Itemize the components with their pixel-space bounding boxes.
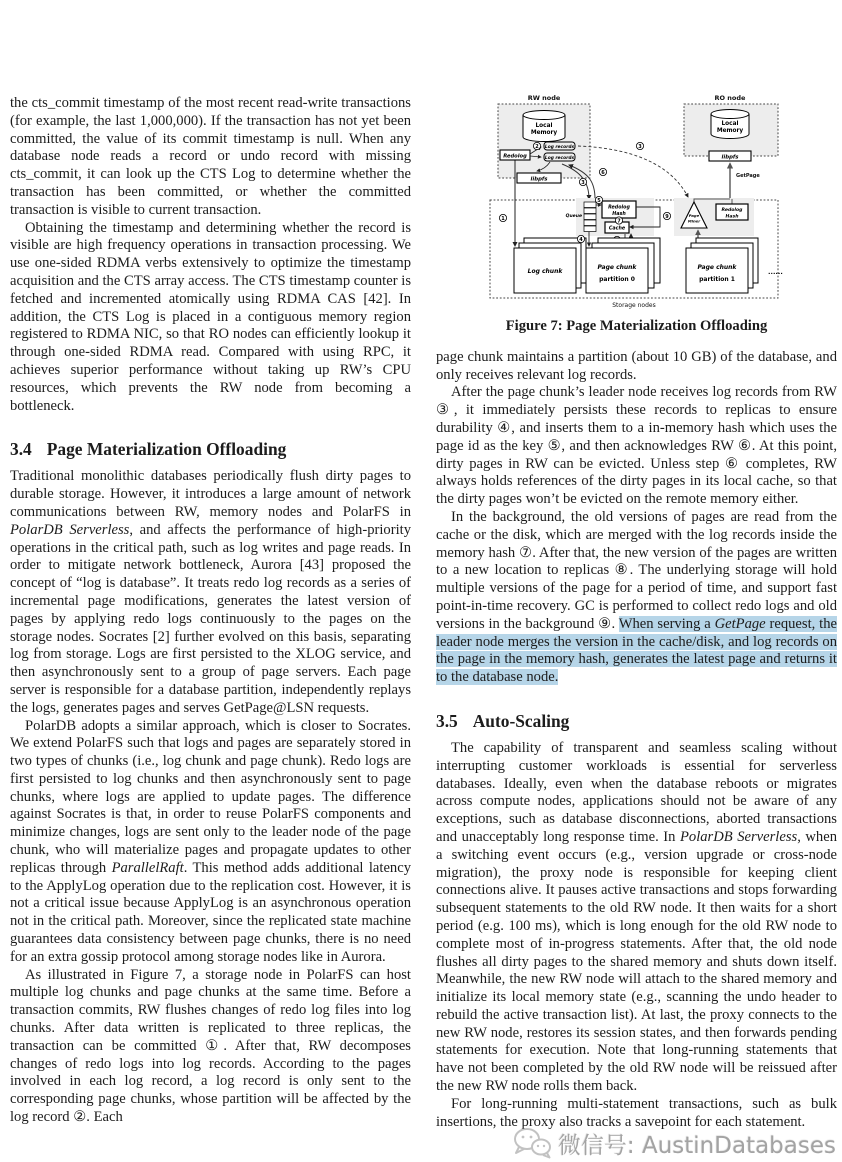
paragraph: the cts_commit timestamp of the most recent read-write transactions (for example, the last 1,000,000). If the transaction has not yet been committed, the value of its commit timestamp is null. When any database node reads a record or undo record with missing cts_commit, it can look up the CTS Log to determine whether the transaction has been committed, or whether the committed transaction is visible to current transaction. xyxy=(10,95,411,218)
ro-local-memory-label: Local xyxy=(721,121,739,127)
svg-text:Memory: Memory xyxy=(716,128,744,134)
paragraph: After the page chunk’s leader node receives log records from RW ③, it immediately persists these records to replicas to ensure durability ④, and inserts them to a in-memory hash which uses the page id as the key ⑤, and then acknowledges RW ⑥. At this point, dirty pages in RW can be evicted. Unless step ⑥ completes, RW always holds references of the dirty pages in its local cache, so that the dirty pages won’t be evicted on the remote memory either. xyxy=(436,384,837,508)
section-heading xyxy=(10,439,411,459)
svg-text:7: 7 xyxy=(617,218,621,225)
page-chunk-partition-0 xyxy=(586,238,660,293)
svg-text:Page chunk: Page chunk xyxy=(697,264,737,271)
storage-nodes-label: Storage nodes xyxy=(612,302,656,309)
step-9-badge xyxy=(663,212,670,220)
page-miner-label: Page xyxy=(688,213,700,218)
svg-text:Miner: Miner xyxy=(687,218,701,224)
section-title: Page Materialization Offloading xyxy=(46,439,287,460)
paragraph: As illustrated in Figure 7, a storage node in PolarFS can host multiple log chunks and page chunks at the same time. Before a transaction commits, RW flushes changes of redo log files into log chunks. After data written is replicated to three replicas, the transaction can be committed ①. After that, RW decomposes changes of redo logs into log records. According to the pages involved in each log record, a log record is only sent to the corresponding page chunks, whose partition will be affected by the log record ②. Each xyxy=(10,966,411,1126)
svg-text:4: 4 xyxy=(579,237,583,243)
step-3-badge xyxy=(579,178,586,186)
paragraph: The capability of transparent and seamless scaling without interrupting customer workloads is essential for serverless databases. Ideally, even when the database reboots or migrates across compute nodes, applications should not be aware of any exceptions, such as database disconnections, aborted transactions and unacceptably long response time. In PolarDB Serverless, when a switching event occurs (e.g., version upgrade or cross-node migration), the proxy node is responsible for keeping client connections alive. It pauses active transactions and stops forwarding subsequent statements to the old RW node. It then waits for a short period (e.g. 100 ms), which is long enough for the old RW node to complete most of in-progress statements. After that, the old node flushes all dirty pages to the shared memory and shuts down itself. Meanwhile, the new RW node will attach to the shared memory and initialize its local memory state (e.g., scanning the undo header to rebuild the active transaction list). At last, the proxy connects to the new RW node, restores its session states, and then forwards pending statements for execution. Note that long-running statements that have not been completed by the old RW node will be reissued after the new RW node rolls them back. xyxy=(436,739,837,1095)
svg-text:partition 1: partition 1 xyxy=(699,276,735,283)
paragraph: Traditional monolithic databases periodically flush dirty pages to durable storage. However, it introduces a large amount of network communications between RW, memory nodes and PolarFS in PolarDB Serverless, and affects the performance of high-priority operations in the critical path, such as log writes and page reads. In order to mitigate network bottleneck, Aurora [43] proposed the concept of “log is database”. It treats redo log records as a series of incremental page modifications, generates the latest version of pages by applying redo logs continuously to the pages on the storage nodes. Socrates [2] further evolved on this basis, separating log from storage. Logs are first persisted to the XLOG service, and then asynchronously sent to a group of page servers. Each page server is responsible for a database partition, independently replays the logs, generates pages and serves GetPage@LSN requests. xyxy=(10,468,411,716)
getpage-label: GetPage xyxy=(736,173,760,179)
wechat-icon xyxy=(513,1126,551,1160)
step-3-badge-dashed xyxy=(636,142,643,150)
redolog-label: Redolog xyxy=(503,153,527,160)
figure-7 xyxy=(436,88,837,336)
svg-text:Hash: Hash xyxy=(725,214,739,220)
watermark-text: 微信号: AustinDatabases xyxy=(557,1132,836,1159)
step-7-badge xyxy=(615,217,622,225)
ro-node-label: RO node xyxy=(714,94,746,102)
svg-text:2: 2 xyxy=(535,144,539,150)
section-title: Auto-Scaling xyxy=(472,710,570,731)
svg-text:Log records: Log records xyxy=(544,156,575,161)
section-number: 3.4 xyxy=(10,439,32,460)
highlighted-text: request, the leader node merges the version in the cache/disk, and log records on the page in the memory hash, generates the latest page and returns it to the database node. xyxy=(436,615,837,686)
log-chunk xyxy=(514,238,586,293)
svg-text:partition 0: partition 0 xyxy=(599,276,635,283)
section-heading xyxy=(436,711,837,731)
rw-libpfs-label: libpfs xyxy=(530,176,548,183)
ro-libpfs-label: libpfs xyxy=(721,154,739,161)
right-column xyxy=(436,95,837,1131)
step-2-badge xyxy=(533,142,540,150)
ro-local-memory-cylinder xyxy=(711,110,749,139)
highlighted-text: GetPage xyxy=(714,615,766,632)
figure-caption: Figure 7: Page Materialization Offloading xyxy=(505,318,768,334)
left-column xyxy=(10,95,411,1127)
svg-text:3: 3 xyxy=(581,180,585,186)
paragraph: In the background, the old versions of pages are read from the cache or the disk, which are merged with the log records inside the memory hash ⑦. After that, the new version of the pages are written to a new location to replicas ⑧. The underlying storage will hold multiple versions of the page for a period of time, and support fast point-in-time recovery. GC is performed to collect redo logs and old versions in the background ⑨. When serving a GetPage request, the leader node merges the version in the cache/disk, and log records on the page in the memory hash, generates the latest page and returns it to the database node. xyxy=(436,508,837,686)
figure-7-diagram xyxy=(488,88,838,313)
right-column-text xyxy=(436,349,837,1132)
rw-local-memory-label: Local xyxy=(535,123,553,129)
svg-text:Page chunk: Page chunk xyxy=(597,264,637,271)
svg-text:Redolog: Redolog xyxy=(721,208,743,213)
step-4-badge xyxy=(577,235,584,243)
cache-label: Cache xyxy=(608,226,626,232)
rw-node-label: RW node xyxy=(527,94,561,102)
paragraph: Obtaining the timestamp and determining whether the record is visible are high frequency operations in transaction processing. We use one-sided RDMA verbs extensively to optimize the timestamp acquisition and the CTS array access. The CTS timestamp counter is fetched and incremented atomically using RDMA CAS [42]. In addition, the CTS Log is placed in a contiguous memory region registered to RDMA NIC, so that RO nodes can efficiently lookup it through one-sided RDMA read. Compared with using RPC, it achieves superior performance without taking up RW’s CPU resources, which prevents the RW node from becoming a bottleneck. xyxy=(10,219,411,414)
svg-text:1: 1 xyxy=(501,216,505,222)
queue-label: Queue xyxy=(565,214,582,219)
paragraph: PolarDB adopts a similar approach, which is closer to Socrates. We extend PolarFS such that logs and pages are separately stored in two types of chunks (i.e., log chunk and page chunk). Redo logs are first persisted to log chunks and then asynchronously sent to page chunks, where logs are applied to update pages. The difference against Socrates is that, in order to reuse PolarFS components and minimize changes, logs are sent only to the leader node of the page chunk, who will materialize pages and propagate updates to other replicas through ParallelRaft. This method adds additional latency to the ApplyLog operation due to the replication cost. However, it is not a critical issue because ApplyLog is an asynchronous operation not in the critical path. Moreover, since the replicated state machine guarantees data consistency between page chunks, there is no need for an extra gossip protocol among storage nodes like in Aurora. xyxy=(10,717,412,965)
svg-text:3: 3 xyxy=(638,144,642,150)
redolog-hash-label: Redolog xyxy=(608,205,630,211)
paragraph: page chunk maintains a partition (about 10 GB) of the database, and only receives relevant log records. xyxy=(436,348,837,383)
more-chunks-ellipsis: ...... xyxy=(768,268,783,276)
step-5-badge xyxy=(595,196,602,204)
step-6-badge xyxy=(599,168,606,176)
highlighted-text: When serving a xyxy=(618,615,715,632)
svg-text:Hash: Hash xyxy=(612,212,626,217)
svg-text:5: 5 xyxy=(597,198,601,204)
watermark xyxy=(513,1126,836,1160)
paragraph: For long-running multi-statement transactions, such as bulk insertions, the proxy also tracks a savepoint for each statement. xyxy=(436,1095,837,1130)
svg-text:Log records: Log records xyxy=(544,145,575,150)
svg-text:6: 6 xyxy=(601,170,605,176)
section-number: 3.5 xyxy=(436,710,458,731)
rw-local-memory-cylinder xyxy=(523,111,565,142)
step-1-badge xyxy=(499,214,506,222)
page-chunk-partition-1 xyxy=(686,238,758,293)
svg-text:9: 9 xyxy=(665,214,669,220)
svg-text:Memory: Memory xyxy=(530,130,558,136)
log-chunk-label: Log chunk xyxy=(527,268,563,275)
